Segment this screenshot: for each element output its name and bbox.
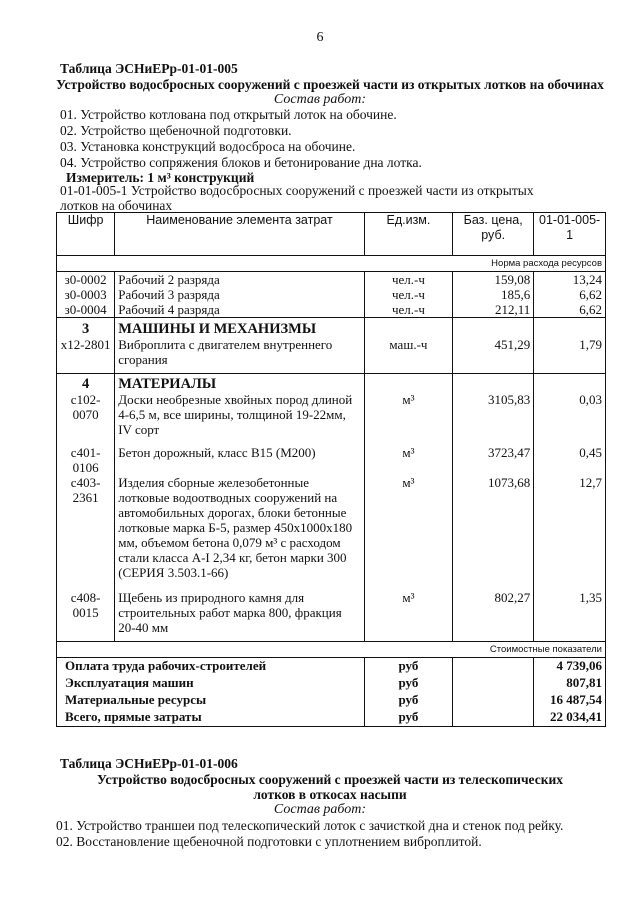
table2-work-1: 01. Устройство траншеи под телескопический лоток с зачисткой дна и стенок под рейку. (56, 818, 564, 833)
row-unit: чел.-ч (364, 272, 452, 288)
table1-composition-heading: Состав работ: (273, 92, 367, 107)
table-row (57, 475, 606, 590)
row-unit: м³ (364, 392, 452, 445)
row-name: Щебень из природного камня для строительных работ марка 800, фракция 20-40 мм (115, 590, 365, 642)
total-name: Материальные ресурсы (65, 692, 207, 707)
total-row (57, 675, 606, 692)
total-unit: руб (364, 675, 452, 692)
col-header-price: Баз. цена, руб. (453, 213, 534, 256)
total-value: 807,81 (534, 675, 606, 692)
total-name: Эксплуатация машин (65, 675, 194, 690)
total-row (57, 692, 606, 709)
row-code: с408-0015 (70, 590, 101, 620)
row-name: Рабочий 3 разряда (115, 287, 365, 302)
row-price: 3105,83 (453, 392, 534, 445)
row-name: Рабочий 2 разряда (115, 272, 365, 288)
cost-note-row (57, 642, 606, 658)
total-value: 4 739,06 (534, 658, 606, 676)
row-code: с403-2361 (70, 475, 101, 505)
row-code: з0-0002 (64, 272, 107, 287)
table1-label: Таблица ЭСНиЕРр-01-01-005 (60, 61, 238, 76)
table2-title: Устройство водосбросных сооружений с проезжей части из телескопических лотков в откосах насыпи (96, 772, 564, 802)
row-code: с401-0106 (70, 445, 101, 475)
table1-measure: Измеритель: 1 м³ конструкций (66, 170, 255, 185)
cost-note: Стоимостные показатели (489, 644, 602, 655)
row-unit: м³ (364, 590, 452, 642)
section-title: МАТЕРИАЛЫ (115, 374, 365, 393)
total-name: Всего, прямые затраты (65, 709, 202, 724)
total-unit: руб (364, 709, 452, 727)
page-number: 6 (316, 30, 324, 45)
row-price: 185,6 (453, 287, 534, 302)
table1-title: Устройство водосбросных сооружений с проезжей части из открытых лотков на обочинах (56, 77, 604, 92)
row-price: 451,29 (453, 337, 534, 374)
row-price: 159,08 (453, 272, 534, 288)
row-norm: 12,7 (534, 475, 606, 590)
total-value: 22 034,41 (534, 709, 606, 727)
row-norm: 1,35 (534, 590, 606, 642)
col-header-item: 01-01-005-1 (534, 213, 606, 256)
col-header-unit: Ед.изм. (364, 213, 452, 256)
table-row (57, 590, 606, 642)
col-header-code: Шифр (67, 213, 104, 227)
section-number: 4 (81, 376, 90, 392)
table1-work-2: 02. Устройство щебеночной подготовки. (60, 123, 292, 138)
table2-label: Таблица ЭСНиЕРр-01-01-006 (60, 756, 238, 771)
row-norm: 0,45 (534, 445, 606, 475)
table1-item-title: 01-01-005-1 Устройство водосбросных сооружений с проезжей части из открытых лотков на обочинах (60, 183, 534, 213)
section-row-materials (57, 374, 606, 393)
row-unit: м³ (364, 445, 452, 475)
table-row (57, 287, 606, 302)
total-row (57, 658, 606, 676)
row-unit: чел.-ч (364, 302, 452, 318)
row-price: 802,27 (453, 590, 534, 642)
total-row (57, 709, 606, 727)
row-name: Виброплита с двигателем внутреннего сгорания (115, 337, 365, 374)
row-name: Доски необрезные хвойных пород длиной 4-6,5 м, все ширины, толщиной 19-22мм, IV сорт (115, 392, 365, 445)
row-name: Бетон дорожный, класс В15 (М200) (115, 445, 365, 475)
row-norm: 1,79 (534, 337, 606, 374)
row-name: Рабочий 4 разряда (115, 302, 365, 318)
row-unit: маш.-ч (364, 337, 452, 374)
col-header-name: Наименование элемента затрат (115, 213, 365, 256)
row-unit: м³ (364, 475, 452, 590)
table-row (57, 272, 606, 288)
row-code: з0-0003 (64, 287, 107, 302)
row-norm: 6,62 (534, 302, 606, 318)
table-row (57, 337, 606, 374)
table2-work-2: 02. Восстановление щебеночной подготовки с уплотнением виброплитой. (56, 834, 482, 849)
section-number: 3 (81, 321, 90, 337)
total-unit: руб (364, 658, 452, 676)
section-title: МАШИНЫ И МЕХАНИЗМЫ (115, 318, 365, 338)
row-price: 1073,68 (453, 475, 534, 590)
row-code: з0-0004 (64, 302, 107, 317)
row-price: 212,11 (453, 302, 534, 318)
table-row (57, 445, 606, 475)
row-unit: чел.-ч (364, 287, 452, 302)
table-row (57, 302, 606, 318)
table1-work-1: 01. Устройство котлована под открытый лоток на обочине. (60, 107, 397, 122)
section-row-machines (57, 318, 606, 338)
row-price: 3723,47 (453, 445, 534, 475)
table-row (57, 392, 606, 445)
total-unit: руб (364, 692, 452, 709)
total-name: Оплата труда рабочих-строителей (65, 658, 267, 673)
row-code: х12-2801 (60, 337, 111, 352)
row-name: Изделия сборные железобетонные лотковые водоотводных сооружений на автомобильных дорогах, блоки бетонные лотковые марка Б-5, размер 450х1000х180 мм, объемом бетона 0,079 м³ с расходом стали класса А-I 2,34 кг, бетон марки 300 (СЕРИЯ 3.503.1-66) (115, 475, 365, 590)
table1-work-4: 04. Устройство сопряжения блоков и бетонирование дна лотка. (60, 155, 422, 170)
row-norm: 6,62 (534, 287, 606, 302)
norm-note-row (57, 256, 606, 272)
table2-composition-heading: Состав работ: (273, 802, 367, 817)
resource-table (56, 212, 606, 727)
row-norm: 13,24 (534, 272, 606, 288)
row-code: с102-0070 (70, 392, 101, 422)
row-norm: 0,03 (534, 392, 606, 445)
norm-note: Норма расхода ресурсов (491, 258, 602, 269)
table1-work-3: 03. Установка конструкций водосброса на обочине. (60, 139, 356, 154)
table-header-row (57, 213, 606, 256)
total-value: 16 487,54 (534, 692, 606, 709)
